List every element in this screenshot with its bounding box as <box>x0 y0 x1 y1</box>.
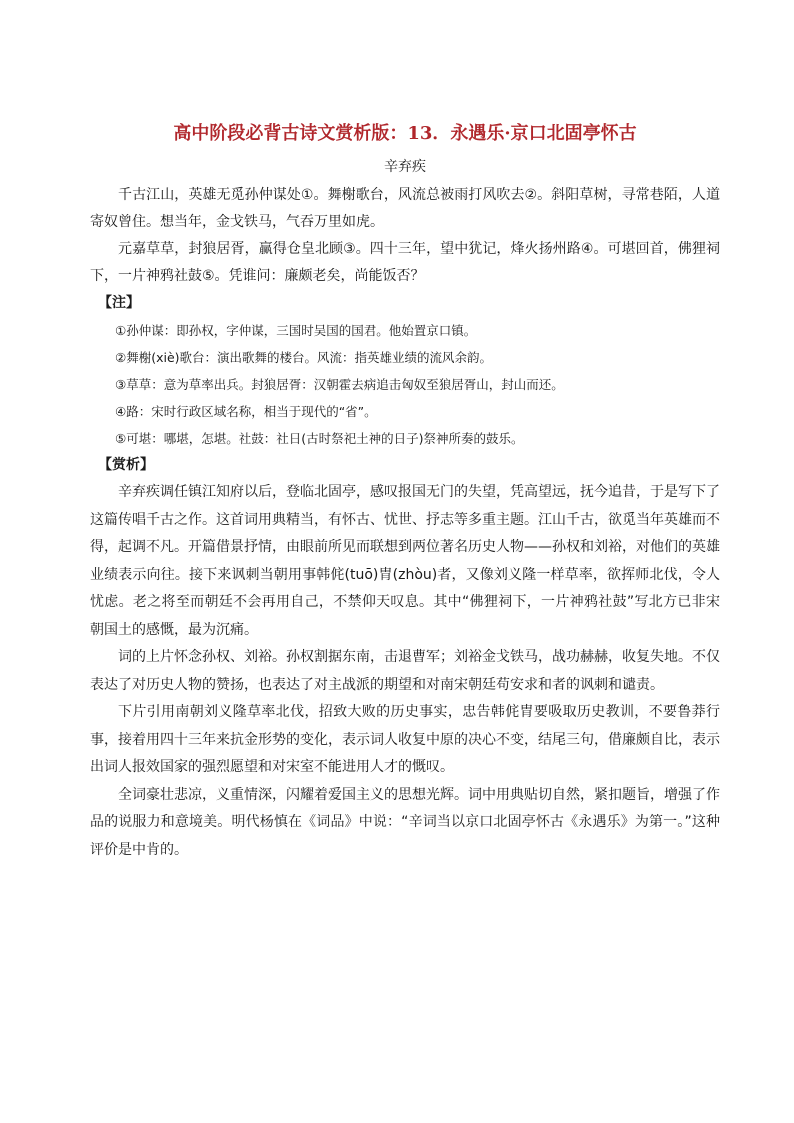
analysis-paragraph-3: 下片引用南朝刘义隆草率北伐，招致大败的历史事实，忠告韩侂胄要吸取历史教训，不要鲁莽行事，接着用四十三年来抗金形势的变化，表示词人收复中原的决心不变，结尾三句，借廉颇自比，表示出词人报效国家的强烈愿望和对宋室不能进用人才的慨叹。 <box>90 704 720 775</box>
poem-stanza-1: 千古江山，英雄无觅孙仲谋处①。舞榭歌台，风流总被雨打风吹去②。斜阳草树，寻常巷陌，人道寄奴曾住。想当年，金戈铁马，气吞万里如虎。 <box>90 187 720 230</box>
note-item-4: ④路：宋时行政区域名称，相当于现代的“省”。 <box>115 404 377 419</box>
poem-author: 辛弃疾 <box>384 159 426 175</box>
note-item-5: ⑤可堪：哪堪，怎堪。社鼓：社日(古时祭祀土神的日子)祭神所奏的鼓乐。 <box>115 431 524 446</box>
notes-list <box>90 317 720 452</box>
note-item-3: ③草草：意为草率出兵。封狼居胥：汉朝霍去病追击匈奴至狼居胥山，封山而还。 <box>115 377 564 392</box>
note-item-1: ①孙仲谋：即孙权，字仲谋，三国时吴国的国君。他始置京口镇。 <box>115 323 477 338</box>
analysis-paragraph-4: 全词豪壮悲凉，义重情深，闪耀着爱国主义的思想光辉。词中用典贴切自然，紧扣题旨，增强了作品的说服力和意境美。明代杨慎在《词品》中说：“辛词当以京口北固亭怀古《永遇乐》为第一。”这种评价是中肯的。 <box>90 786 720 858</box>
poem-text <box>90 182 720 290</box>
analysis-paragraph-1: 辛弃疾调任镇江知府以后，登临北固亭，感叹报国无门的失望，凭高望远，抚今追昔，于是写下了这篇传唱千古之作。这首词用典精当，有怀古、忧世、抒志等多重主题。江山千古，欲觅当年英雄而不得，起调不凡。开篇借景抒情，由眼前所见而联想到两位著名历史人物——孙权和刘裕，对他们的英雄业绩表示向往。接下来讽刺当朝用事韩侂(tuō)胄(zhòu)者，又像刘义隆一样草率，欲挥师北伐，令人忧虑。老之将至而朝廷不会再用自己，不禁仰天叹息。其中“佛狸祠下，一片神鸦社鼓”写北方已非宋朝国土的感慨，最为沉痛。 <box>90 484 720 638</box>
analysis-section <box>90 479 720 864</box>
document-title: 高中阶段必背古诗文赏析版：13．永遇乐·京口北固亭怀古 <box>173 123 637 144</box>
note-item-2: ②舞榭(xiè)歌台：演出歌舞的楼台。风流：指英雄业绩的流风余韵。 <box>115 350 493 365</box>
analysis-paragraph-2: 词的上片怀念孙权、刘裕。孙权割据东南，击退曹军；刘裕金戈铁马，战功赫赫，收复失地。不仅表达了对历史人物的赞扬，也表达了对主战派的期望和对南宋朝廷苟安求和者的讽刺和谴责。 <box>90 649 720 693</box>
document-page <box>90 120 720 864</box>
notes-heading: 【注】 <box>98 295 140 311</box>
poem-stanza-2: 元嘉草草，封狼居胥，赢得仓皇北顾③。四十三年，望中犹记，烽火扬州路④。可堪回首，佛狸祠下，一片神鸦社鼓⑤。凭谁问：廉颇老矣，尚能饭否？ <box>90 241 720 284</box>
analysis-heading: 【赏析】 <box>98 457 154 473</box>
